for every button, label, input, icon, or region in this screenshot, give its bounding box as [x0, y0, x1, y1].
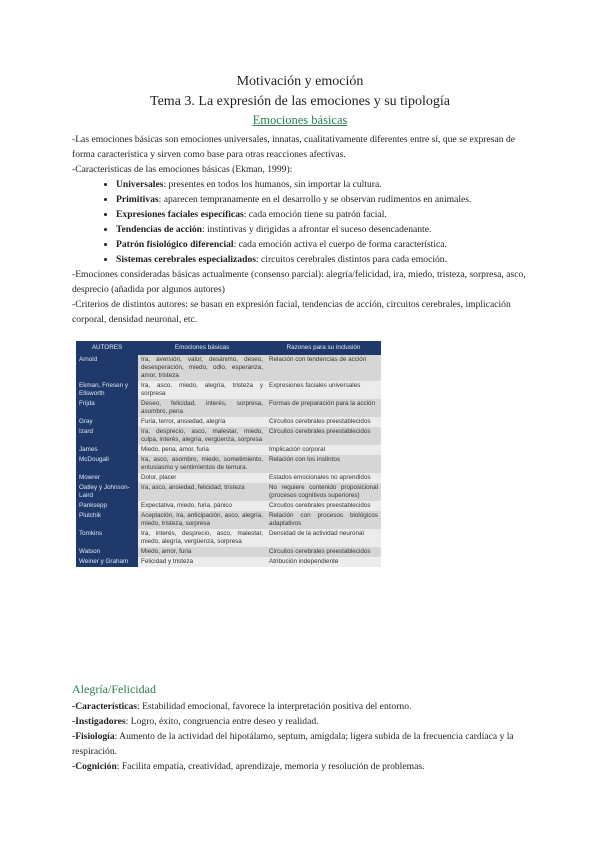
- alegria-item-text: : Logro, éxito, congruencia entre deseo y realidad.: [125, 716, 319, 727]
- list-item-term: Expresiones faciales específicas: [116, 209, 244, 220]
- reasons-cell: Atribución independiente: [266, 557, 381, 567]
- column-header: AUTORES: [76, 341, 138, 355]
- alegria-item-term: -Cognición: [72, 761, 117, 772]
- authors-table: [76, 341, 381, 567]
- table-row: [76, 529, 381, 547]
- alegria-heading: Alegría/Felicidad: [72, 682, 156, 696]
- author-cell: McDougall: [76, 455, 138, 473]
- alegria-item: [72, 729, 532, 759]
- table-row: [76, 473, 381, 483]
- emotions-cell: Ira, asco, miedo, alegría, tristeza y sorpresa: [138, 381, 266, 399]
- emotions-cell: Expectativa, miedo, furia, pánico: [138, 501, 266, 511]
- alegria-item: [72, 759, 532, 774]
- list-item-term: Tendencias de acción: [116, 224, 202, 235]
- list-item-term: Patrón fisiológico diferencial: [116, 239, 234, 250]
- emotions-cell: Ira, asco, ansiedad, felicidad, tristeza: [138, 483, 266, 501]
- emotions-cell: Ira, desprecio, asco, malestar, miedo, culpa, interés, alegría, vergüenza, sorpresa: [138, 427, 266, 445]
- author-cell: Plutchik: [76, 511, 138, 529]
- emotions-cell: Ira, asco, asombro, miedo, sometimiento, entusiasmo y sentimientos de ternura.: [138, 455, 266, 473]
- table-row: [76, 427, 381, 445]
- document-subtitle: Tema 3. La expresión de las emociones y su tipología: [150, 94, 450, 109]
- section-heading: Emociones básicas: [252, 113, 348, 127]
- list-item: [116, 192, 532, 207]
- author-cell: James: [76, 445, 138, 455]
- author-cell: Panksepp: [76, 501, 138, 511]
- column-header: Razones para su inclusión: [266, 341, 381, 355]
- list-item-text: : aparecen tempranamente en el desarrollo y se observan rudimentos en animales.: [158, 194, 472, 205]
- authors-table-figure: [76, 341, 381, 567]
- alegria-section: [72, 681, 532, 774]
- emotions-cell: Aceptación, ira, anticipación, asco, alegría, miedo, tristeza, sorpresa: [138, 511, 266, 529]
- intro-paragraph: -Las emociones básicas son emociones universales, innatas, cualitativamente diferentes entre sí, que se expresan de forma característica y sirven como base para otras reacciones afectivas.: [72, 134, 516, 160]
- reasons-cell: Circuitos cerebrales preestablecidos: [266, 417, 381, 427]
- list-item-text: : cada emoción activa el cuerpo de forma característica.: [233, 239, 447, 250]
- author-cell: Izard: [76, 427, 138, 445]
- emotions-cell: Miedo, amor, furia: [138, 547, 266, 557]
- reasons-cell: Circuitos cerebrales preestablecidos: [266, 547, 381, 557]
- table-row: [76, 455, 381, 473]
- table-row: [76, 445, 381, 455]
- author-cell: Gray: [76, 417, 138, 427]
- reasons-cell: Implicación corporal: [266, 445, 381, 455]
- intro-paragraph: -Criterios de distintos autores: se basan en expresión facial, tendencias de acción, circuitos cerebrales, implicación corporal, densidad neuronal, etc.: [72, 299, 511, 325]
- document-title: Motivación y emoción: [236, 74, 364, 89]
- table-row: [76, 399, 381, 417]
- intro-paragraph: -Emociones consideradas básicas actualmente (consenso parcial): alegría/felicidad, ira, miedo, tristeza, sorpresa, asco, desprecio (añadida por algunos autores): [72, 269, 526, 295]
- alegria-item-text: : Estabilidad emocional, favorece la interpretación positiva del entorno.: [137, 701, 412, 712]
- author-cell: Weiner y Graham: [76, 557, 138, 567]
- author-cell: Watson: [76, 547, 138, 557]
- list-item: [116, 252, 532, 267]
- alegria-item-text: : Aumento de la actividad del hipotálamo, septum, amígdala; ligera subida de la frecuencia cardíaca y la respiración.: [72, 731, 514, 757]
- alegria-item-term: -Fisiología: [72, 731, 115, 742]
- list-item: [116, 237, 532, 252]
- reasons-cell: Circuitos cerebrales preestablecidos: [266, 501, 381, 511]
- list-item-text: : cada emoción tiene su patrón facial.: [243, 209, 387, 220]
- emotions-cell: Ira, aversión, valor, desánimo, deseo, desesperación, miedo, odio, esperanza, amor, tristeza: [138, 355, 266, 381]
- table-row: [76, 417, 381, 427]
- reasons-cell: Relación con los instintos: [266, 455, 381, 473]
- emotions-cell: Felicidad y tristeza: [138, 557, 266, 567]
- intro-body: [72, 132, 532, 327]
- alegria-item: [72, 699, 532, 714]
- reasons-cell: Estados emocionales no aprendidos: [266, 473, 381, 483]
- emotions-cell: Furia, terror, ansiedad, alegría: [138, 417, 266, 427]
- reasons-cell: Relación con procesos biológicos adaptativos: [266, 511, 381, 529]
- reasons-cell: Densidad de la actividad neuronal: [266, 529, 381, 547]
- list-item-term: Universales: [116, 179, 164, 190]
- list-item: [116, 207, 532, 222]
- table-row: [76, 557, 381, 567]
- table-header-row: [76, 341, 381, 355]
- author-cell: Mowrer: [76, 473, 138, 483]
- list-item-text: : circuitos cerebrales distintos para cada emoción.: [255, 254, 447, 265]
- table-body: [76, 355, 381, 567]
- emotions-cell: Miedo, pena, amor, furia: [138, 445, 266, 455]
- emotions-cell: Dolor, placer: [138, 473, 266, 483]
- author-cell: Oatley y Johnson-Laird: [76, 483, 138, 501]
- alegria-item-term: -Instigadores: [72, 716, 126, 727]
- table-row: [76, 355, 381, 381]
- list-item: [116, 222, 532, 237]
- reasons-cell: Formas de preparación para la acción: [266, 399, 381, 417]
- list-item-term: Sistemas cerebrales especializados: [116, 254, 256, 265]
- reasons-cell: No requiere contenido proposicional (procesos cognitivos superiores): [266, 483, 381, 501]
- author-cell: Frijda: [76, 399, 138, 417]
- list-item: [116, 177, 532, 192]
- emotions-cell: Ira, interés, desprecio, asco, malestar, miedo, alegría, vergüenza, sorpresa: [138, 529, 266, 547]
- alegria-item-term: -Características: [72, 701, 137, 712]
- table-row: [76, 511, 381, 529]
- list-item-term: Primitivas: [116, 194, 159, 205]
- table-row: [76, 501, 381, 511]
- table-row: [76, 483, 381, 501]
- intro-paragraph: -Características de las emociones básicas (Ekman, 1999):: [72, 164, 293, 175]
- author-cell: Tomkins: [76, 529, 138, 547]
- table-row: [76, 547, 381, 557]
- author-cell: Ekman, Friesen y Ellsworth: [76, 381, 138, 399]
- characteristics-list: [72, 177, 532, 267]
- author-cell: Arnold: [76, 355, 138, 381]
- list-item-text: : presentes en todos los humanos, sin importar la cultura.: [163, 179, 382, 190]
- reasons-cell: Circuitos cerebrales preestablecidos: [266, 427, 381, 445]
- table-row: [76, 381, 381, 399]
- column-header: Emociones básicas: [138, 341, 266, 355]
- emotions-cell: Deseo, felicidad, interés, sorpresa, asombro, pena: [138, 399, 266, 417]
- reasons-cell: Relación con tendencias de acción: [266, 355, 381, 381]
- alegria-item-text: : Facilita empatía, creatividad, aprendizaje, memoria y resolución de problemas.: [116, 761, 425, 772]
- reasons-cell: Expresiones faciales universales: [266, 381, 381, 399]
- alegria-item: [72, 714, 532, 729]
- list-item-text: : instintivas y dirigidas a afrontar el suceso desencadenante.: [202, 224, 432, 235]
